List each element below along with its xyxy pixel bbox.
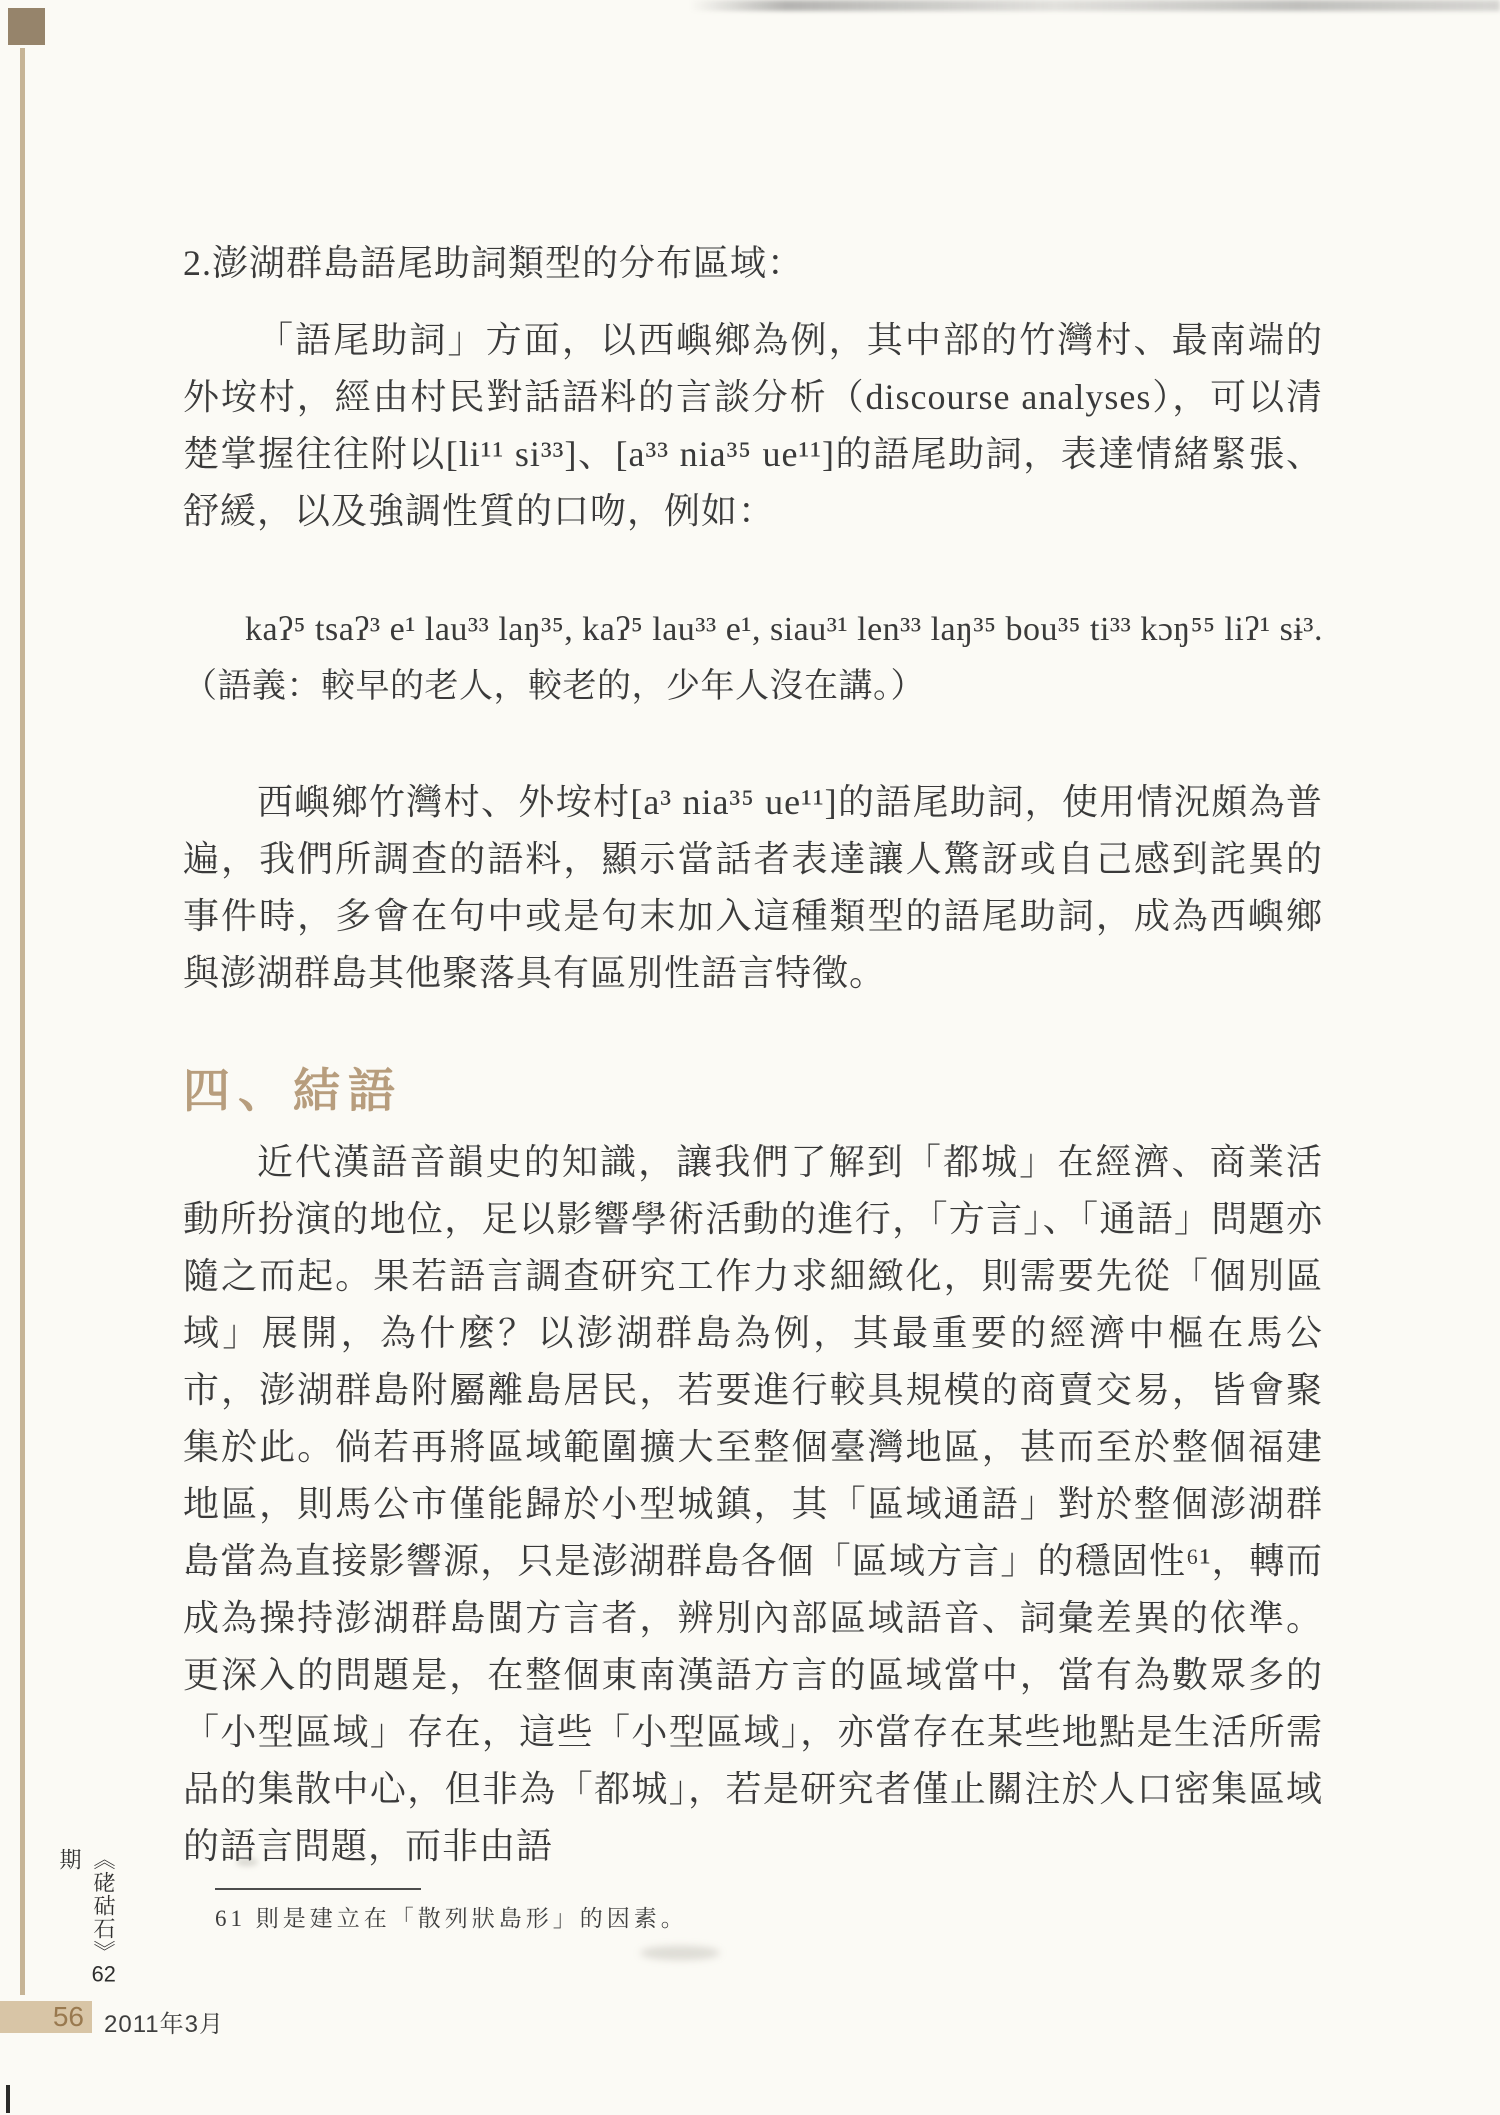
corner-mark: [8, 8, 45, 45]
scan-edge-mark: [6, 2085, 10, 2113]
issue-suffix: 期: [57, 1848, 82, 1871]
subsection-heading-distribution: 2.澎湖群島語尾助詞類型的分布區域：: [183, 243, 805, 283]
paragraph-final-particles: 「語尾助詞」方面，以西嶼鄉為例，其中部的竹灣村、最南端的外垵村，經由村民對話語料的言談分析（discourse analyses），可以清楚掌握往往附以[li¹¹ si³³]、[a³³ nia³⁵ ue¹¹]的語尾助詞，表達情緒緊張、舒緩，以及強調性質的口吻，例如：: [183, 320, 1323, 531]
article-body: [183, 235, 1323, 1875]
scan-smudge: [640, 1946, 720, 1960]
paragraph-conclusion: 近代漢語音韻史的知識，讓我們了解到「都城」在經濟、商業活動所扮演的地位，足以影響學術活動的進行，「方言」、「通語」問題亦隨之而起。果若語言調查研究工作力求細緻化，則需要先從「個別區域」展開，為什麼？以澎湖群島為例，其最重要的經濟中樞在馬公市，澎湖群島附屬離島居民，若要進行較具規模的商賣交易，皆會聚集於此。倘若再將區域範圍擴大至整個臺灣地區，甚而至於整個福建地區，則馬公市僅能歸於小型城鎮，其「區域通語」對於整個澎湖群島當為直接影響源，只是澎湖群島各個「區域方言」的穩固性⁶¹，轉而成為操持澎湖群島閩方言者，辨別內部區域語音、詞彙差異的依準。更深入的問題是，在整個東南漢語方言的區域當中，當有為數眾多的「小型區域」存在，這些「小型區域」，亦當存在某些地點是生活所需品的集散中心，但非為「都城」，若是研究者僅止關注於人口密集區域的語言問題，而非由語: [183, 1142, 1323, 1866]
left-margin-rule: [20, 48, 25, 1995]
publication-date: 2011年3月: [104, 2011, 224, 2038]
scan-artifact-top: [690, 0, 1500, 11]
phonetic-example: kaʔ⁵ tsaʔ³ e¹ lau³³ laŋ³⁵, kaʔ⁵ lau³³ e¹, siau³¹ len³³ laŋ³⁵ bou³⁵ ti³³ kɔŋ⁵⁵ liʔ¹ sɨ³.（語義：較早的老人，較老的，少年人沒在講。）: [183, 611, 1323, 705]
footnote-separator: [215, 1888, 421, 1890]
page-number-badge: 56: [0, 2001, 92, 2033]
paragraph-usage: 西嶼鄉竹灣村、外垵村[a³ nia³⁵ ue¹¹]的語尾助詞，使用情況頗為普遍，我們所調查的語料，顯示當話者表達讓人驚訝或自己感到詫異的事件時，多會在句中或是句末加入這種類型的語尾助詞，成為西嶼鄉與澎湖群島其他聚落具有區別性語言特徵。: [183, 782, 1323, 993]
footnote-61: 61 則是建立在「散列狀島形」的因素。: [215, 1906, 688, 1931]
section-heading-conclusion: 四、結語: [183, 1064, 403, 1117]
issue-number: 62: [91, 1963, 116, 1985]
journal-spine-label: [52, 1848, 120, 1998]
journal-title: 《硓𥑮石》: [91, 1848, 116, 1963]
